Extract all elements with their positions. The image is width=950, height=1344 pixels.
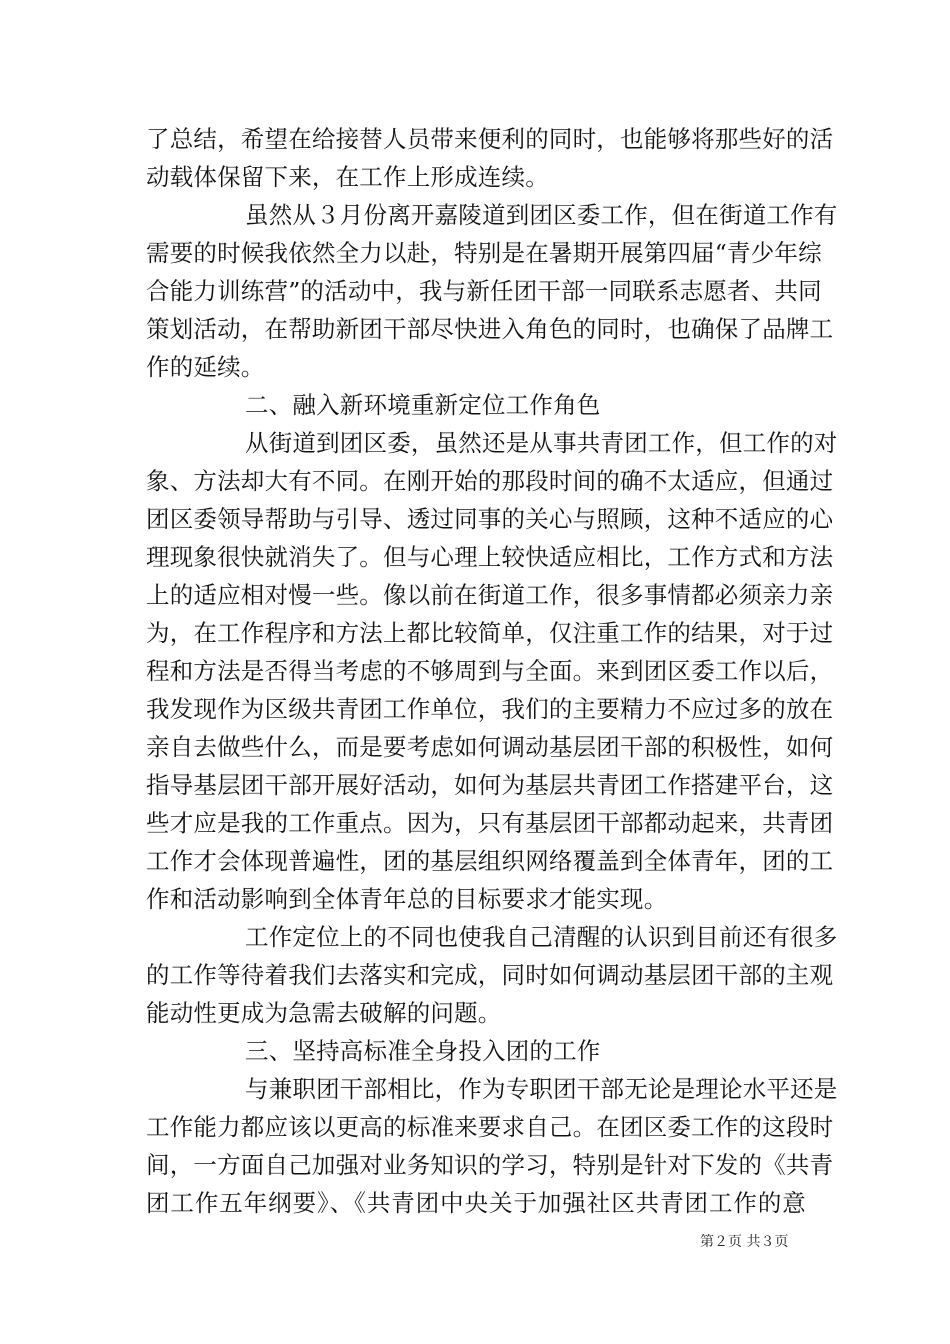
text-line: 工作才会体现普遍性，团的基层组织网络覆盖到全体青年，团的工 [146, 847, 834, 875]
section-heading: 二、融入新环境重新定位工作角色 [245, 391, 601, 419]
text-line: 合能力训练营”的活动中，我与新任团干部一同联系志愿者、共同 [146, 277, 822, 305]
text-line: 程和方法是否得当考虑的不够周到与全面。来到团区委工作以后， [146, 657, 834, 685]
text-line: 为，在工作程序和方法上都比较简单，仅注重工作的结果，对于过 [146, 619, 834, 647]
text-line: 了总结，希望在给接替人员带来便利的同时，也能够将那些好的活 [146, 125, 834, 153]
paragraph-first-line: 虽然从３月份离开嘉陵道到团区委工作，但在街道工作有 [245, 201, 838, 229]
text-line: 我发现作为区级共青团工作单位，我们的主要精力不应过多的放在 [146, 695, 834, 723]
text-line: 理现象很快就消失了。但与心理上较快适应相比，工作方式和方法 [146, 543, 834, 571]
paragraph-first-line: 工作定位上的不同也使我自己清醒的认识到目前还有很多 [245, 923, 838, 951]
text-line: 的工作等待着我们去落实和完成，同时如何调动基层团干部的主观 [146, 961, 834, 989]
text-line: 需要的时候我依然全力以赴，特别是在暑期开展第四届“青少年综 [146, 239, 822, 267]
text-line: 些才应是我的工作重点。因为，只有基层团干部都动起来，共青团 [146, 809, 834, 837]
text-line: 作和活动影响到全体青年总的目标要求才能实现。 [146, 885, 668, 913]
paragraph-first-line: 从街道到团区委，虽然还是从事共青团工作，但工作的对 [245, 429, 838, 457]
text-line: 团工作五年纲要》、《共青团中央关于加强社区共青团工作的意 [146, 1189, 806, 1217]
text-line: 象、方法却大有不同。在刚开始的那段时间的确不太适应，但通过 [146, 467, 834, 495]
text-line: 亲自去做些什么，而是要考虑如何调动基层团干部的积极性，如何 [146, 733, 834, 761]
paragraph-first-line: 与兼职团干部相比，作为专职团干部无论是理论水平还是 [245, 1075, 838, 1103]
text-line: 能动性更成为急需去破解的问题。 [146, 999, 502, 1027]
text-line: 作的延续。 [146, 353, 265, 381]
text-line: 团区委领导帮助与引导、透过同事的关心与照顾，这种不适应的心 [146, 505, 834, 533]
text-line: 上的适应相对慢一些。像以前在街道工作，很多事情都必须亲力亲 [146, 581, 834, 609]
text-line: 工作能力都应该以更高的标准来要求自己。在团区委工作的这段时 [146, 1113, 834, 1141]
section-heading: 三、坚持高标准全身投入团的工作 [245, 1037, 601, 1065]
text-line: 动载体保留下来，在工作上形成连续。 [146, 163, 549, 191]
page-number-footer: 第２页 共３页 [700, 1234, 789, 1250]
text-line: 策划活动，在帮助新团干部尽快进入角色的同时，也确保了品牌工 [146, 315, 834, 343]
text-line: 间，一方面自己加强对业务知识的学习，特别是针对下发的《共青 [146, 1151, 834, 1179]
text-line: 指导基层团干部开展好活动，如何为基层共青团工作搭建平台，这 [146, 771, 834, 799]
